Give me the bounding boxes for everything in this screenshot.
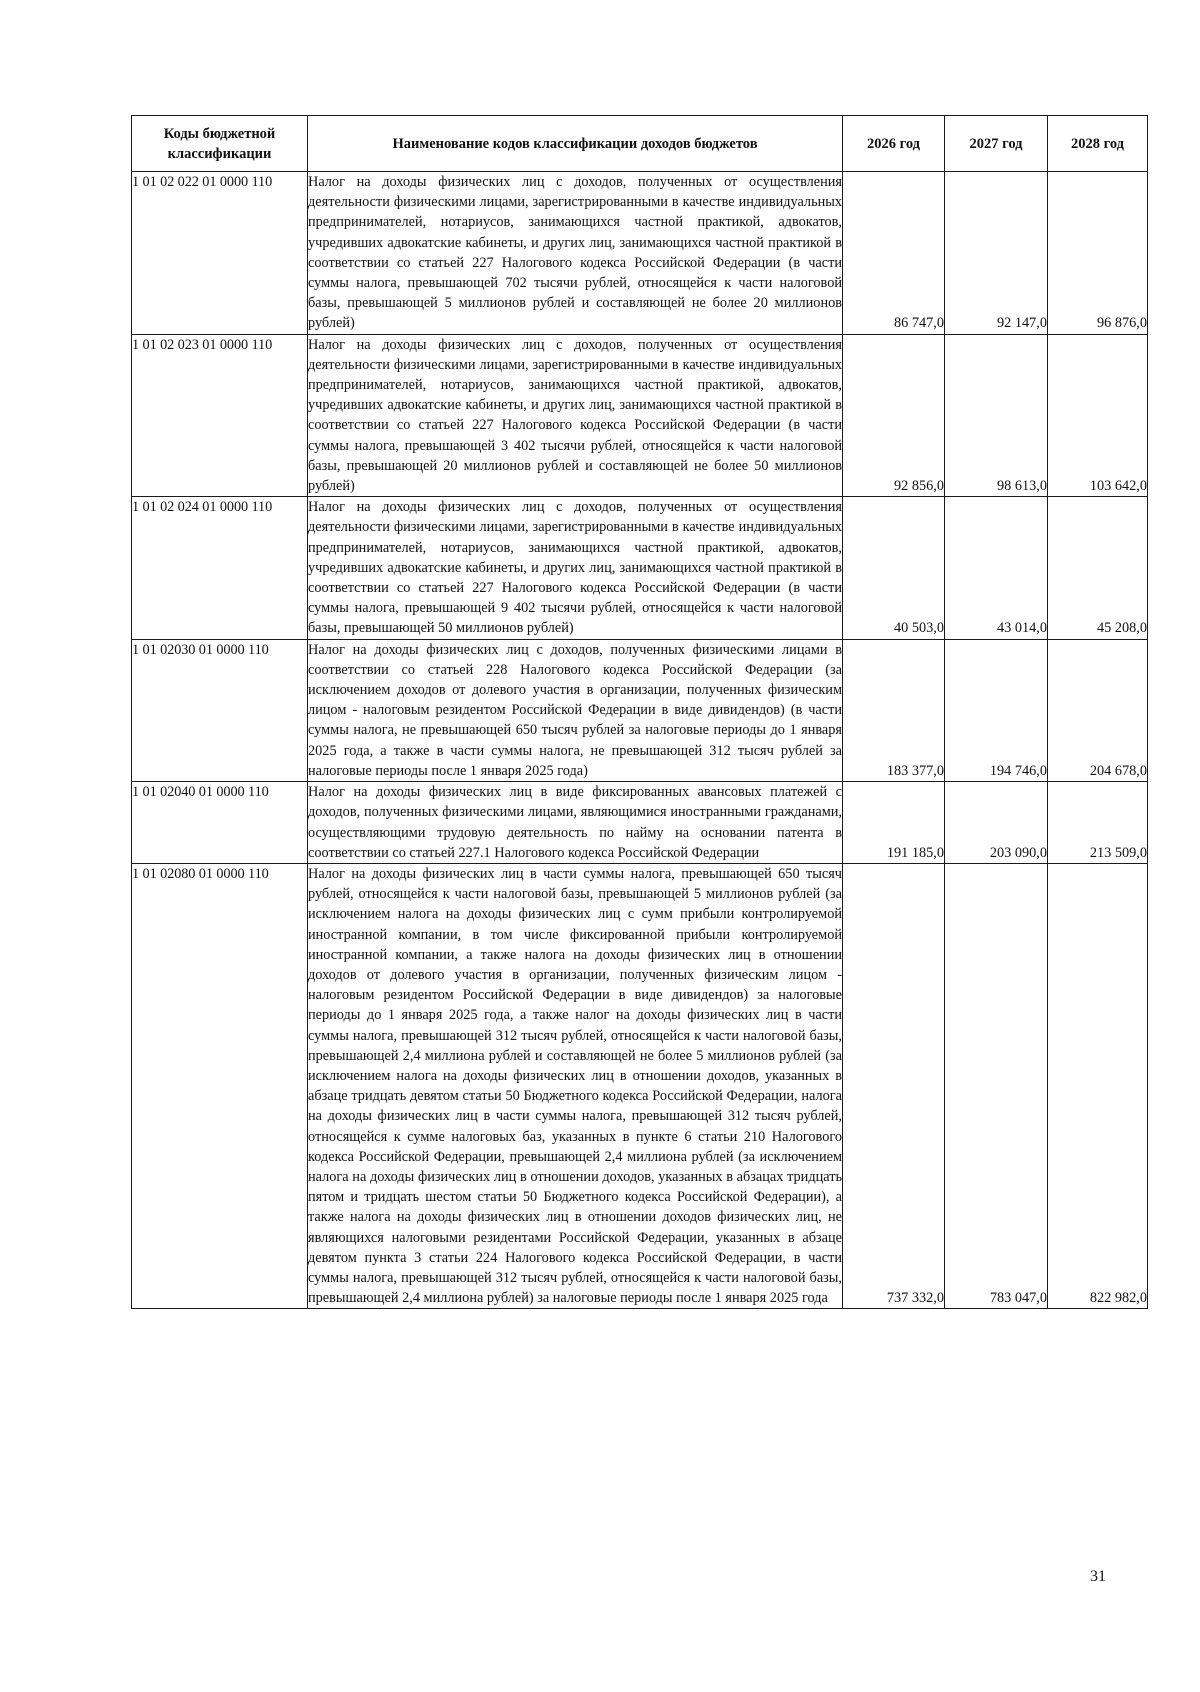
row-value-2027: 98 613,0 [945, 334, 1048, 497]
row-value-2028: 213 509,0 [1048, 782, 1148, 864]
row-value-2027: 43 014,0 [945, 497, 1048, 639]
table-row [132, 172, 1148, 335]
row-value-2026: 86 747,0 [843, 172, 945, 335]
row-value-2027: 203 090,0 [945, 782, 1048, 864]
table-row [132, 639, 1148, 781]
header-2028: 2028 год [1048, 116, 1148, 172]
table-row [132, 497, 1148, 639]
row-value-2027: 783 047,0 [945, 863, 1048, 1308]
row-name: Налог на доходы физических лиц с доходов, полученных от осуществления деятельности физическими лицами, зарегистрированными в качестве индивидуальных предпринимателей, нотариусов, занимающихся частной практикой, адвокатов, учредивших адвокатские кабинеты, и других лиц, занимающихся частной практикой в соответствии со статьей 227 Налогового кодекса Российской Федерации (в части суммы налога, превышающей 3 402 тысячи рублей, относящейся к части налоговой базы, превышающей 20 миллионов рублей и составляющей не более 50 миллионов рублей) [308, 334, 843, 497]
header-name: Наименование кодов классификации доходов бюджетов [308, 116, 843, 172]
row-code: 1 01 02080 01 0000 110 [132, 863, 308, 1308]
header-code: Коды бюджетной классификации [132, 116, 308, 172]
row-value-2026: 92 856,0 [843, 334, 945, 497]
row-value-2026: 183 377,0 [843, 639, 945, 781]
row-code: 1 01 02 023 01 0000 110 [132, 334, 308, 497]
row-code: 1 01 02 024 01 0000 110 [132, 497, 308, 639]
row-value-2027: 194 746,0 [945, 639, 1048, 781]
row-name: Налог на доходы физических лиц с доходов, полученных от осуществления деятельности физическими лицами, зарегистрированными в качестве индивидуальных предпринимателей, нотариусов, занимающихся частной практикой, адвокатов, учредивших адвокатские кабинеты, и других лиц, занимающихся частной практикой в соответствии со статьей 227 Налогового кодекса Российской Федерации (в части суммы налога, превышающей 702 тысячи рублей, относящейся к части налоговой базы, превышающей 5 миллионов рублей и составляющей не более 20 миллионов рублей) [308, 172, 843, 335]
table-row [132, 782, 1148, 864]
row-value-2028: 204 678,0 [1048, 639, 1148, 781]
row-name: Налог на доходы физических лиц с доходов, полученных физическими лицами в соответствии со статьей 228 Налогового кодекса Российской Федерации (за исключением доходов от долевого участия в организации, полученных физическим лицом - налоговым резидентом Российской Федерации в виде дивидендов) (в части суммы налога, не превышающей 650 тысяч рублей за налоговые периоды до 1 января 2025 года, а также в части суммы налога, не превышающей 312 тысяч рублей за налоговые периоды после 1 января 2025 года) [308, 639, 843, 781]
row-name: Налог на доходы физических лиц в виде фиксированных авансовых платежей с доходов, полученных физическими лицами, являющимися иностранными гражданами, осуществляющими трудовую деятельность по найму на основании патента в соответствии со статьей 227.1 Налогового кодекса Российской Федерации [308, 782, 843, 864]
table-header-row [132, 116, 1148, 172]
row-value-2026: 737 332,0 [843, 863, 945, 1308]
header-2026: 2026 год [843, 116, 945, 172]
header-2027: 2027 год [945, 116, 1048, 172]
row-code: 1 01 02 022 01 0000 110 [132, 172, 308, 335]
row-value-2028: 45 208,0 [1048, 497, 1148, 639]
row-code: 1 01 02030 01 0000 110 [132, 639, 308, 781]
revenue-classification-table [131, 115, 1148, 1309]
row-code: 1 01 02040 01 0000 110 [132, 782, 308, 864]
row-name: Налог на доходы физических лиц в части суммы налога, превышающей 650 тысяч рублей, относящейся к части налоговой базы, превышающей 5 миллионов рублей (за исключением налога на доходы физических лиц с сумм прибыли контролируемой иностранной компании, в том числе фиксированной прибыли контролируемой иностранной компании, а также налога на доходы физических лиц в отношении доходов от долевого участия в организации, полученных физическим лицом - налоговым резидентом Российской Федерации в виде дивидендов) за налоговые периоды до 1 января 2025 года, а также налог на доходы физических лиц в части суммы налога, превышающей 312 тысяч рублей, относящейся к части налоговой базы, превышающей 2,4 миллиона рублей и составляющей не более 5 миллионов рублей (за исключением налога на доходы физических лиц в отношении доходов, указанных в абзаце тридцать девятом статьи 50 Бюджетного кодекса Российской Федерации, налога на доходы физических лиц в части суммы налога, превышающей 312 тысяч рублей, относящейся к сумме налоговых баз, указанных в пункте 6 статьи 210 Налогового кодекса Российской Федерации, превышающей 2,4 миллиона рублей (за исключением налога на доходы физических лиц в отношении доходов, указанных в абзацах тридцать пятом и тридцать шестом статьи 50 Бюджетного кодекса Российской Федерации), а также налога на доходы физических лиц в отношении доходов физических лиц, не являющихся налоговыми резидентами Российской Федерации, указанных в абзаце девятом пункта 3 статьи 224 Налогового кодекса Российской Федерации, в части суммы налога, превышающей 312 тысяч рублей, относящейся к части налоговой базы, превышающей 2,4 миллиона рублей) за налоговые периоды после 1 января 2025 года [308, 863, 843, 1308]
row-value-2028: 96 876,0 [1048, 172, 1148, 335]
row-value-2028: 822 982,0 [1048, 863, 1148, 1308]
table-row [132, 334, 1148, 497]
row-value-2028: 103 642,0 [1048, 334, 1148, 497]
row-name: Налог на доходы физических лиц с доходов, полученных от осуществления деятельности физическими лицами, зарегистрированными в качестве индивидуальных предпринимателей, нотариусов, занимающихся частной практикой, адвокатов, учредивших адвокатские кабинеты, и других лиц, занимающихся частной практикой в соответствии со статьей 227 Налогового кодекса Российской Федерации (в части суммы налога, превышающей 9 402 тысячи рублей, относящейся к части налоговой базы, превышающей 50 миллионов рублей) [308, 497, 843, 639]
row-value-2027: 92 147,0 [945, 172, 1048, 335]
page-number: 31 [1090, 1568, 1106, 1585]
table-row [132, 863, 1148, 1308]
row-value-2026: 191 185,0 [843, 782, 945, 864]
row-value-2026: 40 503,0 [843, 497, 945, 639]
